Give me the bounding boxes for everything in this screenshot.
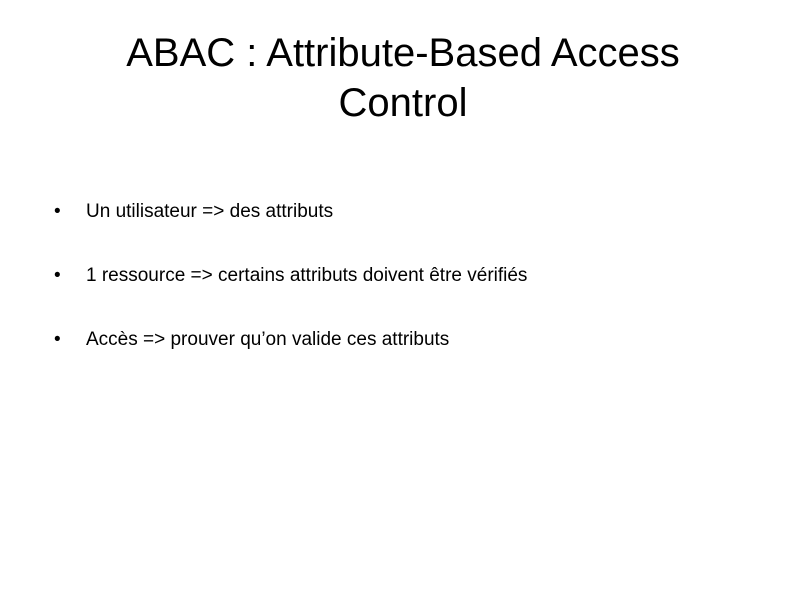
bullet-text: Accès => prouver qu’on valide ces attributs <box>86 329 450 350</box>
bullet-icon: • <box>54 265 61 286</box>
bullet-icon: • <box>54 329 61 350</box>
bullet-text: Un utilisateur => des attributs <box>86 201 334 222</box>
bullet-text: 1 ressource => certains attributs doivent être vérifiés <box>86 265 528 286</box>
bullet-icon: • <box>54 201 61 222</box>
bullet-item <box>54 198 754 262</box>
slide-title: ABAC : Attribute-Based Access Control <box>126 31 680 125</box>
bullet-list <box>54 198 754 390</box>
bullet-item <box>54 326 754 390</box>
bullet-item <box>54 262 754 326</box>
